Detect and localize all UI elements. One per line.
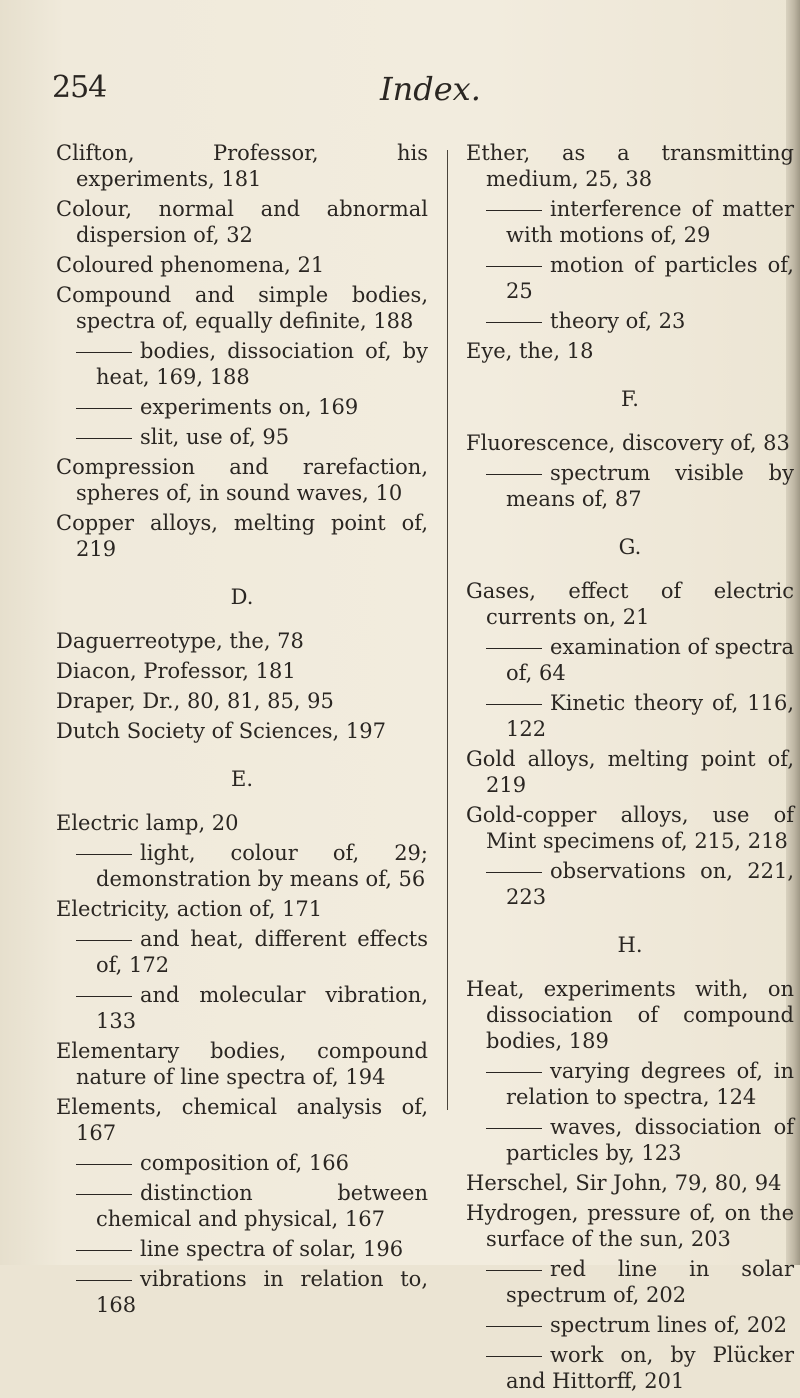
repeat-dash — [76, 1250, 132, 1251]
index-subentry: observations on, 221, 223 — [466, 858, 794, 910]
repeat-dash — [76, 1194, 132, 1195]
repeat-dash — [76, 1280, 132, 1281]
index-entry: Diacon, Professor, 181 — [56, 659, 296, 683]
index-subentry: motion of particles of, 25 — [466, 252, 794, 304]
repeat-dash — [76, 940, 132, 941]
index-entry: Gases, effect of electric currents on, 21 — [466, 579, 794, 629]
repeat-dash — [486, 704, 542, 705]
index-subentry: waves, dissociation of particles by, 123 — [466, 1114, 794, 1166]
index-subentry: distinction between chemical and physical, 167 — [56, 1180, 428, 1232]
index-subentry: varying degrees of, in relation to spectra, 124 — [466, 1058, 794, 1110]
column-divider — [447, 150, 448, 1110]
index-entry: Daguerreotype, the, 78 — [56, 629, 304, 653]
index-subentry: red line in solar spectrum of, 202 — [466, 1256, 794, 1308]
repeat-dash — [486, 872, 542, 873]
index-entry: Elementary bodies, compound nature of line spectra of, 194 — [56, 1039, 428, 1089]
index-entry: Compression and rarefaction, spheres of, in sound waves, 10 — [56, 455, 428, 505]
e-entries — [56, 810, 428, 1318]
repeat-dash — [486, 266, 542, 267]
index-entry: Gold-copper alloys, use of Mint specimens of, 215, 218 — [466, 803, 794, 853]
section-heading-d: D. — [230, 585, 254, 609]
index-subentry: examination of spectra of, 64 — [466, 634, 794, 686]
index-subentry: theory of, 23 — [466, 308, 794, 334]
section-heading-g: G. — [618, 535, 642, 559]
repeat-dash — [76, 854, 132, 855]
h-entries — [466, 976, 794, 1394]
index-subentry: line spectra of solar, 196 — [56, 1236, 428, 1262]
index-subentry: Kinetic theory of, 116, 122 — [466, 690, 794, 742]
index-entry: Coloured phenomena, 21 — [56, 253, 325, 277]
index-entry: Ether, as a transmitting medium, 25, 38 — [466, 141, 794, 191]
repeat-dash — [486, 1270, 542, 1271]
index-entry: Dutch Society of Sciences, 197 — [56, 719, 386, 743]
section-heading-h: H. — [617, 933, 643, 957]
index-entry: Electricity, action of, 171 — [56, 897, 323, 921]
index-subentry: experiments on, 169 — [56, 394, 428, 420]
index-entry: Draper, Dr., 80, 81, 85, 95 — [56, 689, 334, 713]
repeat-dash — [486, 1072, 542, 1073]
repeat-dash — [486, 1128, 542, 1129]
index-entry: Gold alloys, melting point of, 219 — [466, 747, 794, 797]
left-column — [56, 140, 428, 1322]
index-subentry: vibrations in relation to, 168 — [56, 1266, 428, 1318]
section-heading-e: E. — [230, 767, 253, 791]
index-subentry: bodies, dissociation of, by heat, 169, 188 — [56, 338, 428, 390]
index-entry: Elements, chemical analysis of, 167 — [56, 1095, 428, 1145]
repeat-dash — [76, 1164, 132, 1165]
repeat-dash — [76, 408, 132, 409]
repeat-dash — [76, 996, 132, 997]
right-column — [466, 140, 794, 1398]
repeat-dash — [486, 474, 542, 475]
index-subentry: spectrum visible by means of, 87 — [466, 460, 794, 512]
index-entry: Hydrogen, pressure of, on the surface of the sun, 203 — [466, 1201, 794, 1251]
repeat-dash — [76, 438, 132, 439]
repeat-dash — [76, 352, 132, 353]
index-entry: Colour, normal and abnormal dispersion of, 32 — [56, 197, 428, 247]
index-subentry: and heat, different effects of, 172 — [56, 926, 428, 978]
running-title: Index. — [380, 70, 481, 108]
index-entry: Clifton, Professor, his experiments, 181 — [56, 141, 428, 191]
repeat-dash — [486, 1326, 542, 1327]
index-entry: Compound and simple bodies, spectra of, equally definite, 188 — [56, 283, 428, 333]
index-entry: Copper alloys, melting point of, 219 — [56, 511, 428, 561]
f-entries — [466, 430, 794, 512]
e-entries-continued — [466, 140, 794, 364]
index-subentry: composition of, 166 — [56, 1150, 428, 1176]
index-subentry: spectrum lines of, 202 — [466, 1312, 794, 1338]
index-subentry: and molecular vibration, 133 — [56, 982, 428, 1034]
d-entries — [56, 628, 428, 744]
index-entry: Fluorescence, discovery of, 83 — [466, 431, 790, 455]
g-entries — [466, 578, 794, 910]
section-heading-f: F. — [621, 387, 639, 411]
repeat-dash — [486, 210, 542, 211]
index-subentry: light, colour of, 29; demonstration by means of, 56 — [56, 840, 428, 892]
index-entry: Heat, experiments with, on dissociation of compound bodies, 189 — [466, 977, 794, 1053]
repeat-dash — [486, 1356, 542, 1357]
page-number: 254 — [52, 70, 107, 105]
c-entries — [56, 140, 428, 562]
index-subentry: interference of matter with motions of, 29 — [466, 196, 794, 248]
repeat-dash — [486, 648, 542, 649]
repeat-dash — [486, 322, 542, 323]
index-entry: Herschel, Sir John, 79, 80, 94 — [466, 1171, 782, 1195]
index-entry: Electric lamp, 20 — [56, 811, 239, 835]
index-entry: Eye, the, 18 — [466, 339, 594, 363]
index-subentry: slit, use of, 95 — [56, 424, 428, 450]
index-subentry: work on, by Plücker and Hittorff, 201 — [466, 1342, 794, 1394]
